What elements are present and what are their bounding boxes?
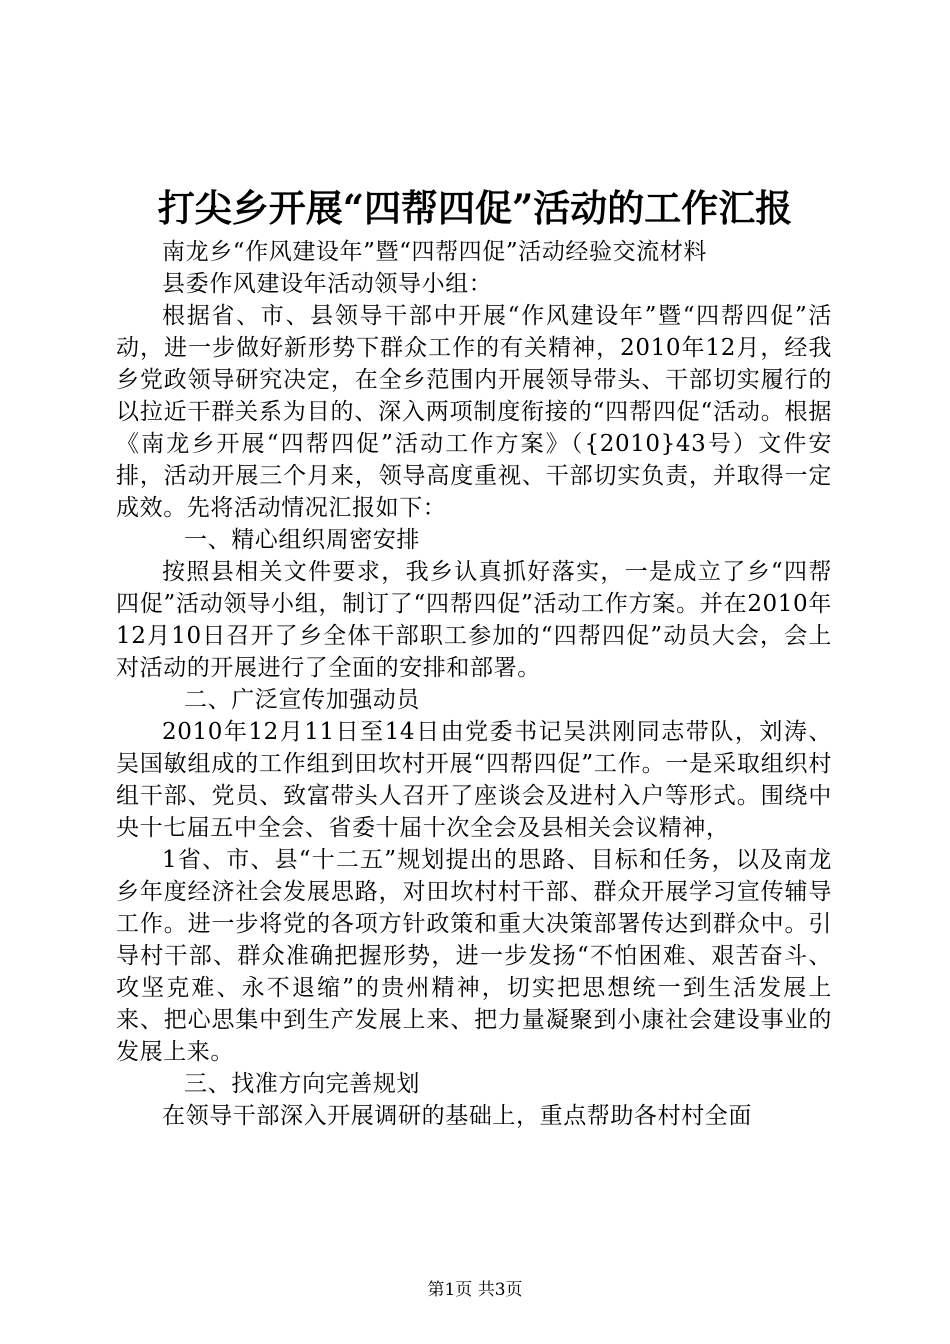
paragraph-intro: 根据省、市、县领导干部中开展“作风建设年”暨“四帮四促”活动，进一步做好新形势下群众工作的有关精神，2010年12月，经我乡党政领导研究决定，在全乡范围内开展领导带头、干部切实履行的以拉近干群关系为目的、深入两项制度衔接的“四帮四促“活动。根据《南龙乡开展“四帮四促”活动工作方案》（{2010}43号）文件安排，活动开展三个月来，领导高度重视、干部切实负责，并取得一定成效。先将活动情况汇报如下： — [116, 303, 832, 521]
section-heading-2: 二、广泛宣传加强动员 — [184, 687, 420, 713]
paragraph-section-3: 在领导干部深入开展调研的基础上，重点帮助各村村全面 — [162, 1103, 752, 1129]
document-body — [116, 236, 832, 1132]
section-heading-3: 三、找准方向完善规划 — [184, 1071, 420, 1097]
paragraph-subtitle: 南龙乡“作风建设年”暨“四帮四促”活动经验交流材料 — [162, 239, 708, 265]
paragraph-section-2a: 2010年12月11日至14日由党委书记吴洪刚同志带队，刘涛、吴国敏组成的工作组到田坎村开展“四帮四促”工作。一是采取组织村组干部、党员、致富带头人召开了座谈会及进村入户等形式。围绕中央十七届五中全会、省委十届十次全会及县相关会议精神， — [116, 719, 832, 841]
paragraph-section-1: 按照县相关文件要求，我乡认真抓好落实，一是成立了乡“四帮四促”活动领导小组，制订了“四帮四促”活动工作方案。并在2010年12月10日召开了乡全体干部职工参加的“四帮四促”动员大会，会上对活动的开展进行了全面的安排和部署。 — [116, 559, 832, 681]
document-title: 打尖乡开展“四帮四促”活动的工作汇报 — [157, 186, 793, 230]
paragraph-section-2b: 1省、市、县“十二五”规划提出的思路、目标和任务，以及南龙乡年度经济社会发展思路，对田坎村村干部、群众开展学习宣传辅导工作。进一步将党的各项方针政策和重大决策部署传达到群众中。引导村干部、群众准确把握形势，进一步发扬“不怕困难、艰苦奋斗、攻坚克难、永不退缩”的贵州精神，切实把思想统一到生活发展上来、把心思集中到生产发展上来、把力量凝聚到小康社会建设事业的发展上来。 — [116, 847, 832, 1065]
page-number-footer: 第1页 共3页 — [427, 1280, 523, 1300]
paragraph-addressee: 县委作风建设年活动领导小组： — [162, 271, 493, 297]
section-heading-1: 一、精心组织周密安排 — [184, 527, 420, 553]
